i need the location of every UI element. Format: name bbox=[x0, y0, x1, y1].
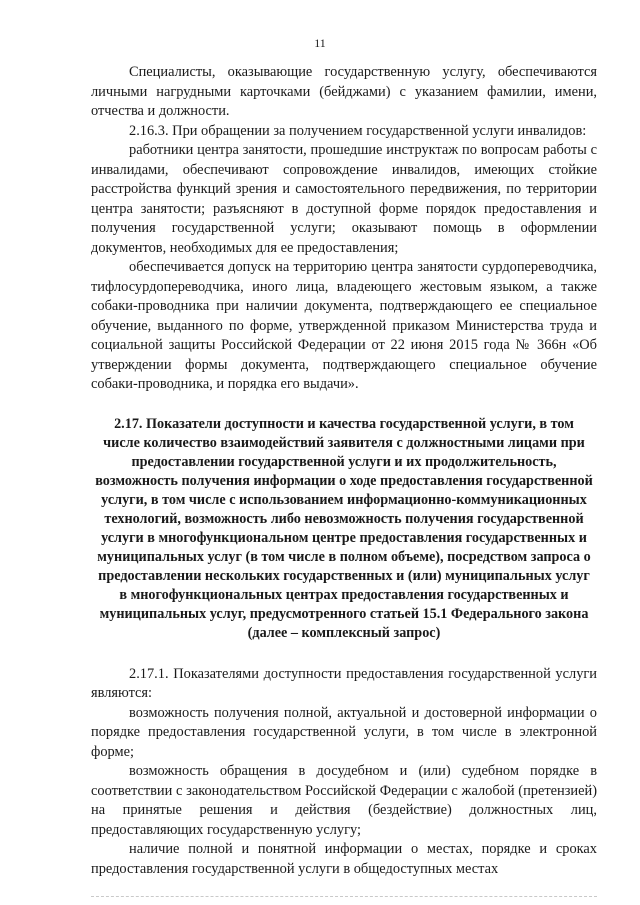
page-number: 11 bbox=[314, 36, 326, 50]
paragraph-access-admission: обеспечивается допуск на территорию центра занятости сурдопереводчика, тифлосурдопереводчика, иного лица, владеющего жестовым языком, а также собаки-проводника при наличии документа, подтверждающего ее специальное обучение, выданного по форме, утвержденной приказом Министерства труда и социальной защиты Российской Федерации от 22 июня 2015 года № 366н «Об утверждении формы документа, подтверждающего специальное обучение собаки-проводника, и порядка его выдачи». bbox=[91, 259, 597, 392]
spacer bbox=[91, 643, 597, 665]
document-body bbox=[91, 63, 597, 879]
paragraph-2-17-1: 2.17.1. Показателями доступности предоставления государственной услуги являются: bbox=[91, 665, 597, 701]
paragraph-info-places: наличие полной и понятной информации о местах, порядке и сроках предоставления государственной услуги в общедоступных местах bbox=[91, 841, 597, 877]
paragraph-staff-assistance: работники центра занятости, прошедшие инструктаж по вопросам работы с инвалидами, обеспечивают сопровождение инвалидов, имеющих стойкие расстройства функций зрения и самостоятельного передвижения, по территории центра занятости; разъясняют в доступной форме порядок предоставления и получения государственной услуги; оказывают помощь в оформлении документов, необходимых для ее предоставления; bbox=[91, 142, 597, 256]
paragraph-badges: Специалисты, оказывающие государственную услугу, обеспечиваются личными нагрудными карточками (бейджами) с указанием фамилии, имени, отчества и должности. bbox=[91, 64, 597, 119]
paragraph-2-16-3: 2.16.3. При обращении за получением государственной услуги инвалидов: bbox=[129, 122, 587, 139]
paragraph-info-availability: возможность получения полной, актуальной и достоверной информации о порядке предоставления государственной услуги, в том числе в электронной форме; bbox=[91, 704, 597, 760]
paragraph-appeal-possibility: возможность обращения в досудебном и (или) судебном порядке в соответствии с законодательством Российской Федерации с жалобой (претензией) на принятые решения и действия (бездействие) должностных лиц, предоставляющих государственную услугу; bbox=[91, 763, 597, 838]
section-heading-2-17: 2.17. Показатели доступности и качества государственной услуги, в том числе количество взаимодействий заявителя с должностными лицами при предоставлении государственной услуги и их продолжительность, возможность получения информации о ходе предоставления государственной услуги, в том числе с использованием информационно-коммуникационных технологий, возможность либо невозможность получения государственной услуги в многофункциональном центре предоставления государственных и муниципальных услуг (в том числе в полном объеме), посредством запроса о предоставлении нескольких государственных и (или) муниципальных услуг в многофункциональных центрах предоставления государственных и муниципальных услуг, предусмотренного статьей 15.1 Федерального закона (далее – комплексный запрос) bbox=[95, 415, 593, 641]
spacer bbox=[91, 395, 597, 415]
page-bottom-edge bbox=[91, 896, 597, 897]
